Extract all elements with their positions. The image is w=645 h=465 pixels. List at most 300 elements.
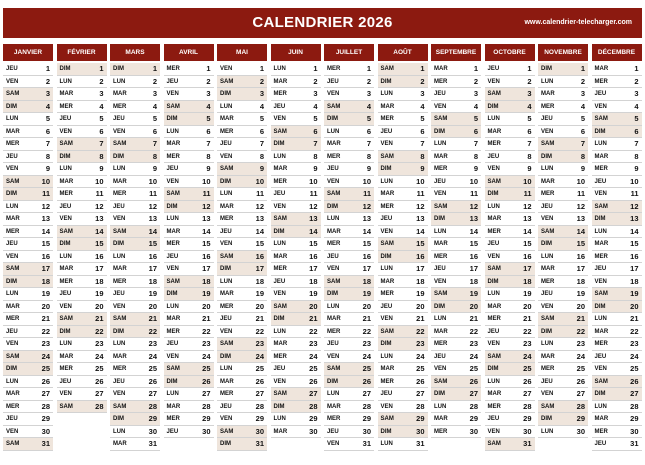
day-row (57, 276, 107, 289)
day-row (485, 163, 535, 176)
day-number: 26 (576, 376, 585, 386)
day-row (592, 263, 642, 276)
day-number: 1 (313, 64, 318, 73)
day-number: 15 (255, 239, 264, 248)
day-row (538, 63, 588, 76)
weekday-label: SAM (327, 103, 341, 110)
day-number: 23 (416, 339, 425, 348)
weekday-label: VEN (541, 303, 554, 310)
day-row (3, 188, 53, 201)
weekday-label: LUN (6, 203, 19, 210)
day-row (378, 113, 428, 126)
day-number: 1 (99, 64, 104, 73)
weekday-label: MER (113, 278, 127, 285)
weekday-label: MER (487, 141, 501, 147)
weekday-label: SAM (6, 441, 20, 447)
day-row (592, 201, 642, 214)
day-number: 10 (469, 176, 478, 186)
weekday-label: MER (59, 103, 73, 110)
weekday-label: MER (220, 391, 234, 397)
weekday-label: VEN (541, 216, 554, 222)
day-row (3, 163, 53, 176)
weekday-label: MAR (113, 441, 127, 447)
weekday-label: VEN (6, 78, 19, 85)
day-row (164, 413, 214, 426)
day-row (538, 338, 588, 351)
month-header: AVRIL (164, 44, 214, 61)
weekday-label: MAR (220, 203, 234, 210)
day-number: 11 (256, 189, 264, 198)
day-number: 2 (580, 76, 585, 86)
day-number: 23 (41, 339, 50, 348)
day-row (592, 376, 642, 389)
day-number: 25 (576, 364, 585, 373)
weekday-label: DIM (541, 153, 552, 160)
day-number: 7 (580, 139, 585, 148)
weekday-label: DIM (541, 66, 552, 72)
day-number: 8 (420, 151, 425, 161)
day-row (57, 226, 107, 239)
weekday-label: VEN (166, 353, 179, 360)
weekday-label: SAM (380, 416, 394, 422)
weekday-label: VEN (166, 178, 179, 185)
day-row (110, 326, 160, 339)
day-row (217, 213, 267, 226)
day-row (271, 313, 321, 326)
day-number: 13 (95, 214, 104, 223)
day-row (431, 238, 481, 251)
day-row (3, 226, 53, 239)
month-column (271, 44, 321, 436)
weekday-label: LUN (327, 216, 340, 222)
day-row (3, 326, 53, 339)
day-row (378, 388, 428, 401)
day-row (217, 176, 267, 189)
day-number: 10 (255, 176, 264, 186)
day-number: 15 (630, 239, 639, 248)
day-number: 17 (362, 264, 371, 273)
day-number: 14 (202, 226, 211, 236)
day-row (110, 63, 160, 76)
day-row (217, 376, 267, 389)
day-row (538, 288, 588, 301)
weekday-label: VEN (594, 366, 607, 372)
day-number: 28 (255, 401, 264, 411)
day-number: 23 (523, 339, 532, 348)
day-number: 21 (576, 314, 585, 323)
day-row (217, 88, 267, 101)
day-number: 13 (416, 214, 425, 223)
day-row (538, 101, 588, 114)
day-number: 19 (309, 289, 318, 298)
day-row (538, 226, 588, 239)
day-number: 11 (42, 189, 50, 198)
day-number: 15 (309, 239, 318, 248)
weekday-label: SAM (59, 403, 73, 410)
day-number: 12 (523, 201, 532, 211)
day-number: 5 (527, 114, 532, 123)
weekday-label: MER (166, 241, 180, 247)
weekday-label: DIM (113, 66, 124, 72)
day-number: 29 (416, 414, 425, 423)
day-number: 9 (366, 164, 371, 173)
day-number: 30 (523, 426, 532, 436)
website-label: www.calendrier-telecharger.com (524, 19, 632, 26)
weekday-label: MAR (273, 341, 288, 347)
weekday-label: SAM (541, 316, 555, 322)
day-number: 7 (259, 139, 264, 148)
weekday-label: SAM (487, 178, 501, 185)
weekday-label: DIM (380, 341, 392, 347)
day-number: 21 (309, 314, 318, 323)
day-row (538, 263, 588, 276)
day-number: 6 (152, 126, 157, 136)
weekday-label: MAR (380, 278, 395, 285)
day-row (324, 88, 374, 101)
day-row (431, 288, 481, 301)
day-number: 13 (523, 214, 532, 223)
day-row (164, 188, 214, 201)
day-number: 13 (202, 214, 211, 223)
day-row (431, 338, 481, 351)
weekday-label: MER (59, 366, 73, 372)
day-number: 6 (420, 126, 425, 136)
weekday-label: DIM (166, 291, 178, 297)
weekday-label: DIM (273, 228, 285, 235)
day-row (538, 301, 588, 314)
day-row (324, 101, 374, 114)
weekday-label: VEN (220, 241, 233, 247)
weekday-label: LUN (166, 391, 179, 397)
weekday-label: DIM (59, 153, 71, 160)
weekday-label: LUN (113, 428, 126, 435)
day-number: 22 (523, 326, 532, 336)
day-row (271, 338, 321, 351)
day-number: 28 (148, 401, 157, 411)
day-number: 30 (148, 426, 157, 436)
day-row (271, 188, 321, 201)
day-number: 6 (259, 126, 264, 136)
day-row (592, 388, 642, 401)
day-number: 24 (309, 351, 318, 361)
day-number: 24 (255, 351, 264, 361)
weekday-label: SAM (541, 141, 555, 147)
day-number: 29 (469, 414, 478, 423)
day-number: 1 (634, 64, 639, 73)
day-number: 31 (416, 439, 425, 448)
day-row (3, 213, 53, 226)
month-column (3, 44, 53, 448)
weekday-label: SAM (166, 191, 180, 197)
day-row (271, 113, 321, 126)
day-row (592, 288, 642, 301)
day-number: 6 (634, 126, 639, 136)
day-row (271, 126, 321, 139)
weekday-label: MER (327, 66, 341, 72)
day-row (378, 313, 428, 326)
day-row (592, 113, 642, 126)
day-number: 29 (41, 414, 50, 423)
day-row (592, 401, 642, 414)
day-row (57, 238, 107, 251)
day-number: 14 (630, 226, 639, 236)
weekday-label: SAM (166, 278, 180, 285)
day-row (378, 226, 428, 239)
calendar-title: CALENDRIER 2026 (252, 14, 393, 31)
day-row (378, 163, 428, 176)
day-number: 9 (420, 164, 425, 173)
weekday-label: JEU (327, 78, 339, 85)
day-number: 5 (473, 114, 478, 123)
day-number: 2 (206, 76, 211, 86)
weekday-label: VEN (594, 191, 607, 197)
weekday-label: JEU (273, 191, 286, 197)
day-row (3, 63, 53, 76)
day-row (164, 426, 214, 439)
day-number: 28 (202, 401, 211, 411)
day-row (110, 388, 160, 401)
weekday-label: MAR (166, 403, 181, 410)
day-number: 24 (95, 351, 104, 361)
day-row (378, 363, 428, 376)
day-row (324, 326, 374, 339)
day-row (57, 88, 107, 101)
weekday-label: VEN (6, 166, 19, 172)
day-row (378, 251, 428, 264)
weekday-label: JEU (487, 416, 500, 422)
month-header: SEPTEMBRE (431, 44, 481, 61)
day-row (485, 138, 535, 151)
weekday-label: JEU (434, 178, 446, 185)
day-number: 31 (255, 439, 264, 448)
day-row (217, 363, 267, 376)
weekday-label: VEN (380, 141, 393, 147)
day-row (271, 138, 321, 151)
day-row (217, 313, 267, 326)
day-row (164, 151, 214, 164)
day-row (485, 213, 535, 226)
day-number: 3 (313, 89, 318, 98)
weekday-label: VEN (327, 266, 340, 272)
day-number: 12 (41, 201, 50, 211)
day-row (324, 338, 374, 351)
day-number: 7 (99, 139, 104, 148)
day-number: 7 (206, 139, 211, 148)
day-row (57, 113, 107, 126)
weekday-label: DIM (220, 91, 231, 97)
weekday-label: VEN (380, 228, 393, 235)
weekday-label: MAR (220, 378, 234, 385)
day-row (538, 238, 588, 251)
weekday-label: LUN (541, 78, 554, 85)
day-row (538, 351, 588, 364)
month-column (217, 44, 267, 448)
weekday-label: JEU (113, 378, 125, 385)
weekday-label: VEN (59, 128, 72, 135)
day-row (3, 401, 53, 414)
day-number: 12 (630, 201, 639, 211)
weekday-label: MAR (273, 166, 288, 172)
day-number: 8 (473, 151, 478, 161)
weekday-label: MAR (434, 241, 448, 247)
day-number: 4 (313, 101, 318, 111)
day-row (538, 176, 588, 189)
day-row (110, 376, 160, 389)
weekday-label: DIM (220, 353, 231, 360)
day-number: 20 (41, 301, 50, 311)
weekday-label: LUN (434, 141, 447, 147)
day-row (592, 338, 642, 351)
day-number: 5 (45, 114, 50, 123)
day-number: 21 (95, 314, 104, 323)
day-row (431, 376, 481, 389)
day-number: 30 (469, 426, 478, 436)
weekday-label: LUN (113, 166, 126, 172)
day-row (324, 238, 374, 251)
weekday-label: LUN (541, 428, 554, 435)
weekday-label: JEU (113, 203, 125, 210)
weekday-label: VEN (434, 278, 447, 285)
day-row (378, 76, 428, 89)
weekday-label: SAM (594, 203, 608, 210)
day-number: 28 (630, 401, 639, 411)
day-number: 11 (470, 189, 478, 198)
weekday-label: MER (6, 316, 20, 322)
weekday-label: JEU (273, 103, 286, 110)
weekday-label: DIM (434, 128, 445, 135)
day-row (110, 363, 160, 376)
weekday-label: MAR (327, 316, 341, 322)
day-number: 21 (362, 314, 371, 323)
day-number: 2 (313, 76, 318, 86)
weekday-label: LUN (273, 416, 286, 422)
day-row (538, 326, 588, 339)
day-number: 12 (362, 201, 371, 211)
weekday-label: DIM (6, 191, 17, 197)
day-number: 10 (576, 176, 585, 186)
weekday-label: DIM (594, 391, 606, 397)
day-number: 24 (416, 351, 425, 361)
weekday-label: JEU (6, 241, 18, 247)
day-number: 17 (95, 264, 104, 273)
day-row (217, 263, 267, 276)
weekday-label: LUN (380, 266, 393, 272)
day-row (485, 351, 535, 364)
weekday-label: DIM (166, 378, 178, 385)
weekday-label: DIM (594, 216, 606, 222)
weekday-label: DIM (327, 378, 338, 385)
weekday-label: MER (380, 378, 394, 385)
weekday-label: DIM (487, 366, 499, 372)
day-number: 5 (580, 114, 585, 123)
weekday-label: MAR (487, 391, 502, 397)
weekday-label: VEN (220, 153, 233, 160)
day-row (217, 101, 267, 114)
day-number: 29 (309, 414, 318, 423)
weekday-label: MAR (59, 266, 74, 272)
weekday-label: LUN (487, 291, 500, 297)
day-number: 25 (148, 364, 157, 373)
day-number: 9 (259, 164, 264, 173)
day-row (3, 338, 53, 351)
day-row (592, 63, 642, 76)
weekday-label: DIM (113, 328, 124, 335)
day-number: 10 (148, 176, 157, 186)
weekday-label: DIM (434, 303, 445, 310)
day-number: 23 (469, 339, 478, 348)
day-number: 30 (630, 426, 639, 436)
day-number: 19 (416, 289, 425, 298)
weekday-label: JEU (594, 266, 607, 272)
day-number: 13 (469, 214, 478, 223)
day-number: 8 (366, 151, 371, 161)
weekday-label: MAR (434, 153, 448, 160)
day-row (485, 388, 535, 401)
day-row (271, 226, 321, 239)
day-row (592, 251, 642, 264)
day-row (431, 213, 481, 226)
day-number: 10 (309, 176, 318, 186)
month-header: DÉCEMBRE (592, 44, 642, 61)
weekday-label: MAR (273, 253, 288, 260)
weekday-label: SAM (327, 278, 341, 285)
day-number: 6 (580, 126, 585, 136)
day-row (110, 438, 160, 451)
day-number: 30 (255, 426, 264, 436)
day-row (271, 101, 321, 114)
day-number: 10 (630, 176, 639, 186)
day-row (164, 401, 214, 414)
day-number: 25 (362, 364, 371, 373)
day-row (3, 126, 53, 139)
weekday-label: VEN (594, 103, 607, 110)
weekday-label: VEN (6, 253, 19, 260)
weekday-label: SAM (327, 366, 341, 372)
day-number: 26 (469, 376, 478, 386)
day-number: 23 (255, 339, 264, 348)
day-number: 8 (99, 151, 104, 161)
day-number: 6 (45, 126, 50, 136)
day-row (57, 151, 107, 164)
day-number: 14 (255, 226, 264, 236)
weekday-label: MAR (6, 216, 20, 222)
day-row (217, 351, 267, 364)
day-row (164, 351, 214, 364)
weekday-label: SAM (380, 66, 394, 72)
weekday-label: DIM (327, 203, 338, 210)
day-number: 4 (152, 101, 157, 111)
day-number: 27 (469, 389, 478, 398)
month-header: JANVIER (3, 44, 53, 61)
day-row (592, 301, 642, 314)
weekday-label: DIM (220, 266, 231, 272)
day-row (485, 63, 535, 76)
day-row (271, 63, 321, 76)
day-row (324, 251, 374, 264)
day-row (378, 63, 428, 76)
weekday-label: DIM (273, 141, 285, 147)
day-number: 10 (523, 176, 532, 186)
day-row (592, 326, 642, 339)
day-row (271, 88, 321, 101)
day-row (3, 263, 53, 276)
day-row (324, 63, 374, 76)
day-number: 10 (362, 176, 371, 186)
day-number: 30 (576, 426, 585, 436)
day-number: 3 (45, 89, 50, 98)
day-number: 7 (152, 139, 157, 148)
day-row (110, 76, 160, 89)
